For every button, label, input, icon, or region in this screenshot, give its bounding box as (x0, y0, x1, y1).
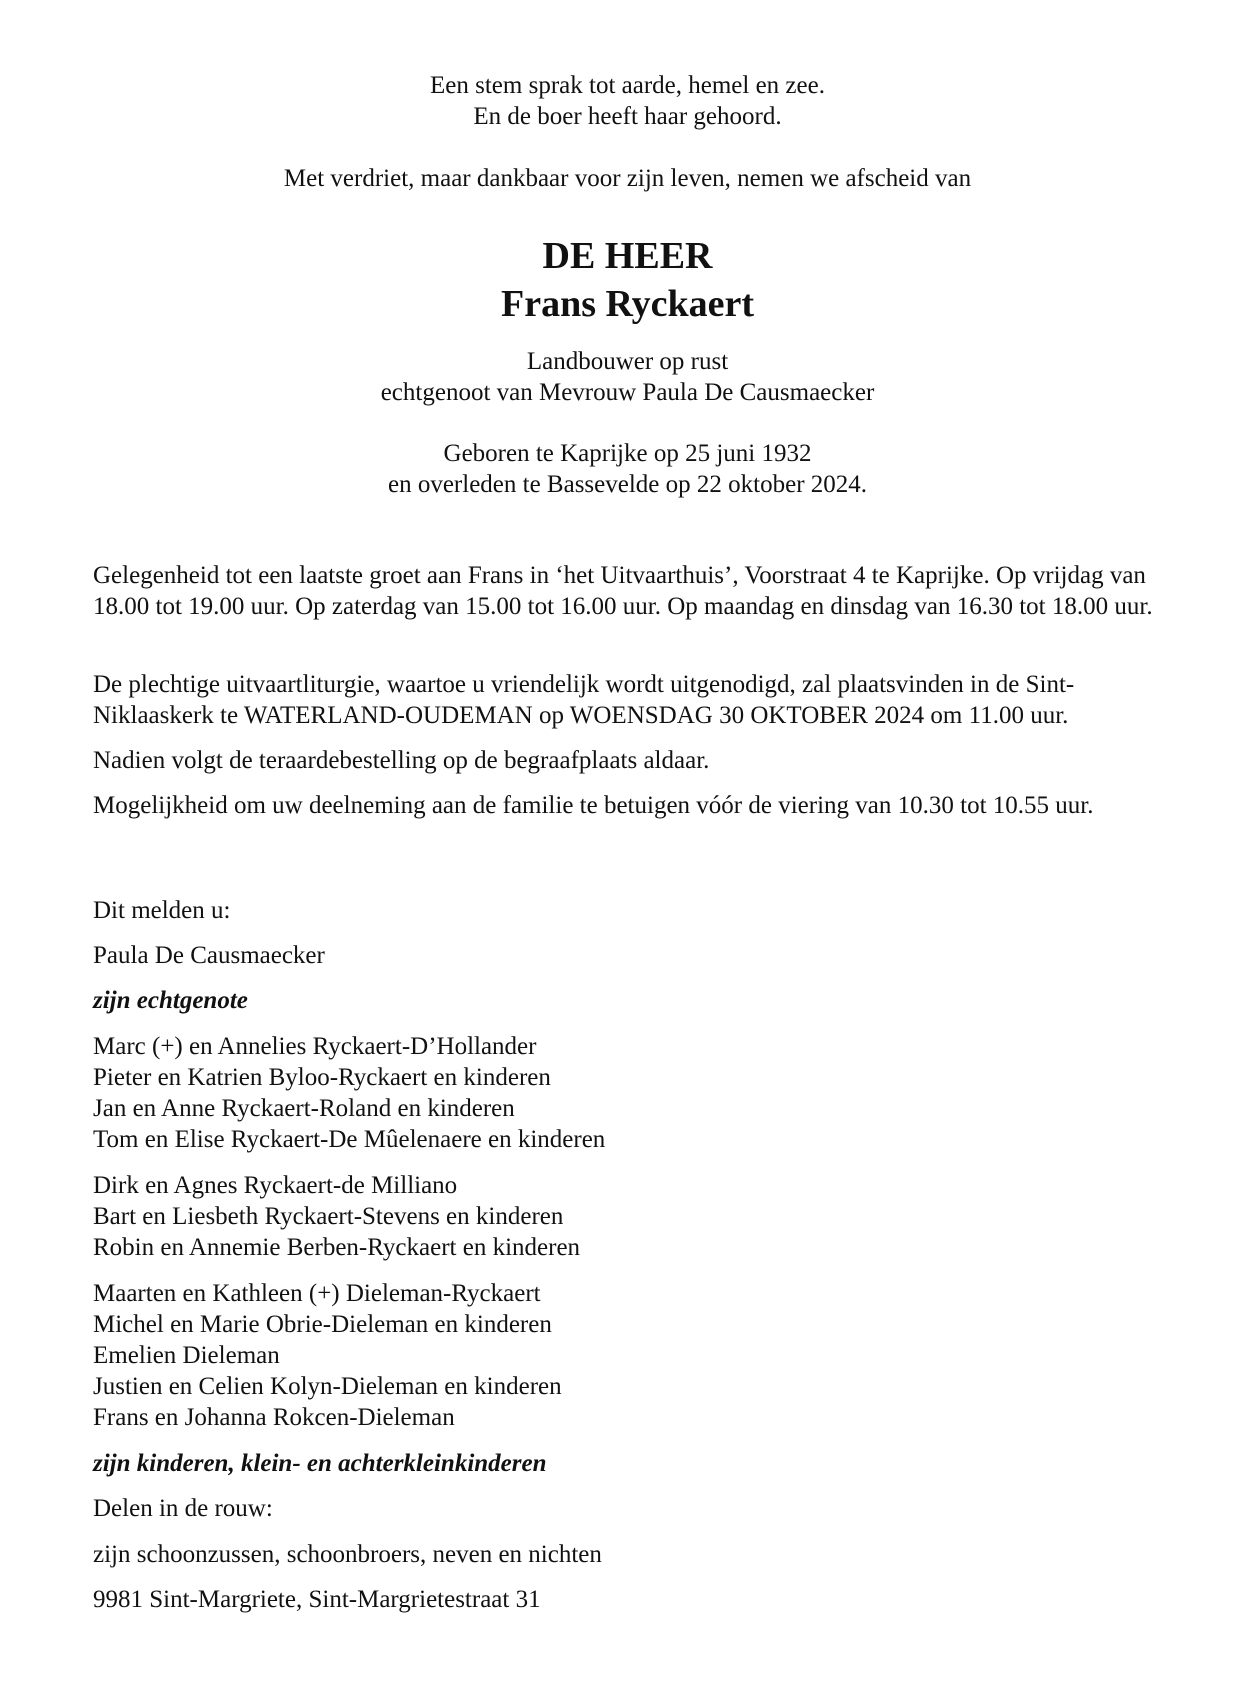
children-label-block (93, 1448, 1183, 1479)
poem (0, 70, 1255, 132)
address: 9981 Sint-Margriete, Sint-Margrietestraat 31 (93, 1586, 541, 1613)
family-member: Justien en Celien Kolyn-Dieleman en kinderen (93, 1373, 562, 1400)
intro-line: Met verdriet, maar dankbaar voor zijn leven, nemen we afscheid van (283, 165, 972, 192)
death-line: en overleden te Bassevelde op 22 oktober 2024. (387, 471, 868, 498)
deceased-role (0, 346, 1255, 408)
birth-death-dates (0, 438, 1255, 500)
family-member: Tom en Elise Ryckaert-De Mûelenaere en kinderen (93, 1126, 606, 1153)
intro-text (0, 163, 1255, 194)
deceased-title (0, 232, 1255, 328)
burial-paragraph: Nadien volgt de teraardebestelling op de begraafplaats aldaar. (93, 747, 710, 774)
condolence-paragraph: Mogelijkheid om uw deelneming aan de familie te betuigen vóór de viering van 10.30 tot 10.55 uur. (93, 792, 1094, 819)
poem-line: En de boer heeft haar gehoord. (473, 103, 782, 130)
title-prefix: DE HEER (542, 235, 713, 277)
family-member: Marc (+) en Annelies Ryckaert-D’Hollander (93, 1033, 537, 1060)
family-member: Dirk en Agnes Ryckaert-de Milliano (93, 1172, 458, 1199)
family-member: Michel en Marie Obrie-Dieleman en kinderen (93, 1311, 552, 1338)
children-label: zijn kinderen, klein- en achterkleinkinderen (93, 1450, 547, 1477)
mourning-heading-block (93, 1493, 1183, 1524)
birth-line: Geboren te Kaprijke op 25 juni 1932 (443, 440, 812, 467)
mourning-relatives: zijn schoonzussen, schoonbroers, neven en nichten (93, 1541, 602, 1568)
family-group-1 (93, 1031, 1183, 1155)
family-member: Emelien Dieleman (93, 1342, 280, 1369)
role-line: echtgenoot van Mevrouw Paula De Causmaecker (380, 379, 875, 406)
family-member: Maarten en Kathleen (+) Dieleman-Ryckaert (93, 1280, 541, 1307)
visitation-paragraph: Gelegenheid tot een laatste groet aan Frans in ‘het Uitvaarthuis’, Voorstraat 4 te Kaprijke. Op vrijdag van 18.00 tot 19.00 uur. Op zaterdag van 15.00 tot 16.00 uur. Op maandag en dinsdag van 16.30 tot 18.00 uur. (93, 562, 1153, 620)
family-member: Frans en Johanna Rokcen-Dieleman (93, 1404, 455, 1431)
deceased-name: Frans Ryckaert (501, 283, 754, 325)
spouse-block (93, 940, 1183, 971)
family-member: Pieter en Katrien Byloo-Ryckaert en kinderen (93, 1064, 551, 1091)
spouse-name: Paula De Causmaecker (93, 942, 325, 969)
poem-line: Een stem sprak tot aarde, hemel en zee. (430, 72, 825, 99)
family-member: Jan en Anne Ryckaert-Roland en kinderen (93, 1095, 515, 1122)
funeral-paragraph: De plechtige uitvaartliturgie, waartoe u vriendelijk wordt uitgenodigd, zal plaatsvinden in de Sint-Niklaaskerk te WATERLAND-OUDEMAN op WOENSDAG 30 OKTOBER 2024 om 11.00 uur. (93, 671, 1075, 729)
spouse-label-block (93, 985, 1183, 1016)
mourning-heading: Delen in de rouw: (93, 1495, 273, 1522)
family-member: Robin en Annemie Berben-Ryckaert en kinderen (93, 1234, 581, 1261)
role-line: Landbouwer op rust (526, 348, 729, 375)
announcers-heading: Dit melden u: (93, 897, 231, 924)
address-block (93, 1584, 1183, 1615)
mourning-block (93, 1539, 1183, 1570)
family-group-3 (93, 1278, 1183, 1433)
family-member: Bart en Liesbeth Ryckaert-Stevens en kinderen (93, 1203, 564, 1230)
family-group-2 (93, 1170, 1183, 1263)
announcers-heading-block (93, 895, 1183, 926)
spouse-label: zijn echtgenote (93, 987, 248, 1014)
